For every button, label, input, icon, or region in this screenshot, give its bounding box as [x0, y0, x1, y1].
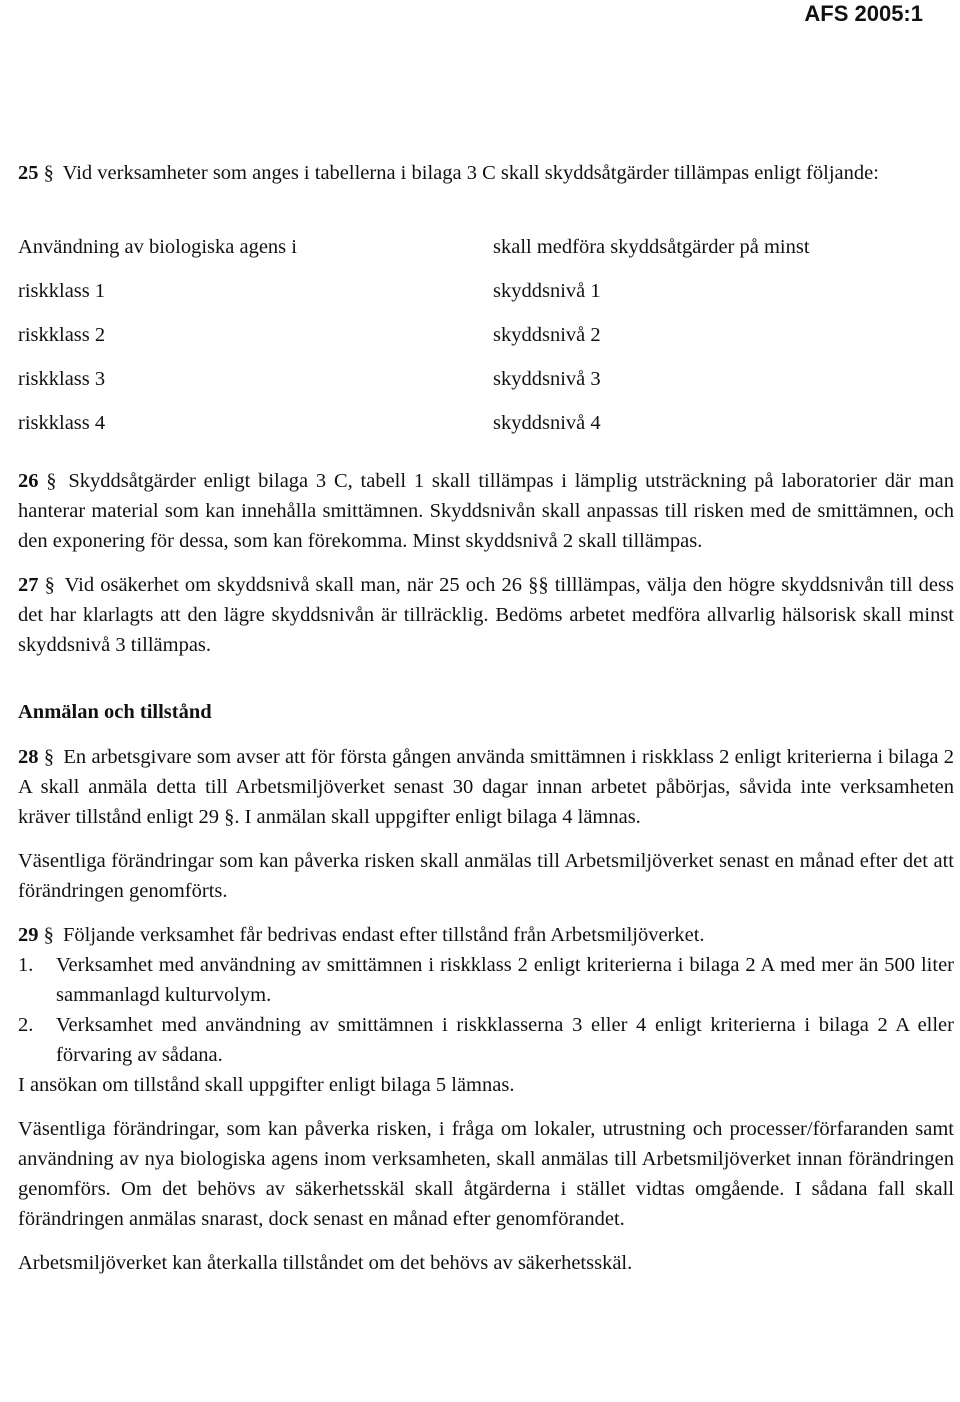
- section-symbol: §§: [528, 574, 549, 596]
- table-cell: skyddsnivå 1: [493, 280, 601, 302]
- list-item: [18, 950, 954, 1010]
- section-number: 25: [18, 162, 39, 184]
- section-symbol: §: [43, 746, 55, 768]
- paragraph: Väsentliga förändringar som kan påverka risken skall anmälas till Arbetsmiljöverket senast en månad efter det att förändringen genomförts.: [18, 850, 954, 902]
- section-number: 29: [18, 924, 39, 946]
- section-symbol: §: [46, 470, 57, 492]
- section-text: tilllämpas, välja den högre skyddsnivån till dess det har klarlagts att den lägre skyddsnivån är tillräcklig. Bedöms arbetet medföra allvarlig hälsorisk skall minst skyddsnivå 3 tillämpas.: [18, 574, 954, 656]
- numbered-list: [18, 950, 954, 1070]
- section-heading: Anmälan och tillstånd: [18, 701, 212, 723]
- section-text: . I anmälan skall uppgifter enligt bilaga 4 lämnas.: [234, 806, 641, 828]
- document-id: AFS 2005:1: [804, 1, 923, 26]
- table-cell: riskklass 4: [18, 412, 106, 434]
- section-number: 26: [18, 470, 39, 492]
- section-28: [18, 742, 954, 832]
- list-number: 2.: [18, 1014, 34, 1036]
- table-cell: skyddsnivå 2: [493, 324, 601, 346]
- document-body: [18, 158, 954, 1278]
- paragraph: Väsentliga förändringar, som kan påverka risken, i fråga om lokaler, utrustning och processer/förfaranden samt användning av nya biologiska agens inom verksamheten, skall anmälas till Arbetsmiljöverket innan förändringen genomförs. Om det behövs av säkerhetsskäl skall åtgärderna i stället vidtas omgående. I sådana fall skall förändringen anmälas snarast, dock senast en månad efter genomförandet.: [18, 1118, 954, 1230]
- section-text: En arbetsgivare som avser att för första gången använda smittämnen i riskklass 2 enligt kriterierna i bilaga 2 A skall anmäla detta till Arbetsmiljöverket senast 30 dagar innan arbetet påbörjas, såvida inte verksamheten kräver tillstånd enligt 29: [18, 746, 954, 828]
- table-row: [18, 364, 954, 408]
- table-cell: skyddsnivå 4: [493, 412, 601, 434]
- list-number: 1.: [18, 954, 34, 976]
- table-header-row: [18, 232, 954, 276]
- risk-class-table: [18, 232, 954, 452]
- paragraph: Arbetsmiljöverket kan återkalla tillståndet om det behövs av säkerhetsskäl.: [18, 1252, 633, 1274]
- table-header: skall medföra skyddsåtgärder på minst: [493, 236, 810, 258]
- paragraph: I ansökan om tillstånd skall uppgifter enligt bilaga 5 lämnas.: [18, 1074, 515, 1096]
- section-symbol: §: [44, 574, 55, 596]
- table-cell: riskklass 2: [18, 324, 106, 346]
- list-text: Verksamhet med användning av smittämnen i riskklass 2 enligt kriterierna i bilaga 2 A med mer än 500 liter sammanlagd kulturvolym.: [56, 954, 954, 1006]
- table-header: Användning av biologiska agens i: [18, 236, 297, 258]
- section-29: [18, 920, 954, 950]
- table-cell: riskklass 1: [18, 280, 106, 302]
- section-text: Skyddsåtgärder enligt bilaga 3 C, tabell 1 skall tillämpas i lämplig utsträckning på laboratorier där man hanterar material som kan innehålla smittämnen. Skyddsnivån skall anpassas till risken med de smittämnen, och den exponering för dessa, som kan förekomma. Minst skyddsnivå 2 skall tillämpas.: [18, 470, 955, 552]
- section-number: 27: [18, 574, 39, 596]
- table-cell: riskklass 3: [18, 368, 106, 390]
- section-text: Vid osäkerhet om skyddsnivå skall man, när 25 och 26: [64, 574, 522, 596]
- section-number: 28: [18, 746, 39, 768]
- section-symbol: §: [43, 162, 54, 184]
- table-row: [18, 320, 954, 364]
- list-text: Verksamhet med användning av smittämnen i riskklasserna 3 eller 4 enligt kriterierna i bilaga 2 A eller förvaring av sådana.: [56, 1014, 954, 1066]
- table-row: [18, 408, 954, 452]
- table-row: [18, 276, 954, 320]
- section-27: [18, 570, 954, 660]
- section-25: [18, 158, 954, 188]
- section-26: [18, 466, 954, 556]
- list-item: [18, 1010, 954, 1070]
- section-symbol: §: [43, 924, 54, 946]
- table-cell: skyddsnivå 3: [493, 368, 601, 390]
- section-text: Vid verksamheter som anges i tabellerna i bilaga 3 C skall skyddsåtgärder tillämpas enligt följande:: [62, 162, 879, 184]
- section-text: Följande verksamhet får bedrivas endast efter tillstånd från Arbetsmiljöverket.: [63, 924, 705, 946]
- section-symbol: §: [224, 806, 235, 828]
